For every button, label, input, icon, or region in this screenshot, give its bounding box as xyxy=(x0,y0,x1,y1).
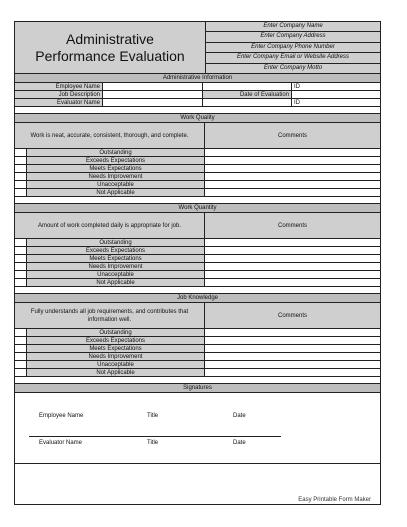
comment-field[interactable] xyxy=(205,173,380,180)
evaluator-name-field[interactable] xyxy=(103,99,203,106)
option-label: Needs Improvement xyxy=(27,353,205,360)
comments-header: Comments xyxy=(205,123,380,148)
signatures-block xyxy=(15,393,380,464)
signatures-title: Signatures xyxy=(15,384,380,393)
section-title-work-quality: Work Quality xyxy=(15,114,380,123)
option-row xyxy=(15,361,380,369)
comment-field[interactable] xyxy=(205,239,380,246)
question-row xyxy=(15,123,380,149)
date-of-evaluation-field[interactable] xyxy=(292,91,380,98)
option-row xyxy=(15,247,380,255)
comment-field[interactable] xyxy=(205,165,380,172)
rating-checkbox[interactable] xyxy=(15,337,27,344)
spacer xyxy=(15,197,380,204)
rating-checkbox[interactable] xyxy=(15,189,27,196)
option-label: Not Applicable xyxy=(27,369,205,376)
option-row xyxy=(15,189,380,197)
comment-field[interactable] xyxy=(205,369,380,376)
company-name-field[interactable]: Enter Company Name xyxy=(206,22,380,32)
option-row xyxy=(15,181,380,189)
employee-date-label: Date xyxy=(233,413,246,419)
option-row xyxy=(15,345,380,353)
company-email-field[interactable]: Enter Company Email or Website Address xyxy=(206,53,380,63)
evaluator-signature-line[interactable] xyxy=(29,436,281,437)
option-label: Needs Improvement xyxy=(27,173,205,180)
rating-checkbox[interactable] xyxy=(15,239,27,246)
comments-header: Comments xyxy=(205,303,380,328)
option-row xyxy=(15,271,380,279)
title-line-1: Administrative xyxy=(66,30,154,47)
admin-row-evaluator xyxy=(15,99,380,107)
admin-section-title: Administrative Information xyxy=(15,74,380,83)
option-label: Exceeds Expectations xyxy=(27,157,205,164)
company-phone-field[interactable]: Enter Company Phone Number xyxy=(206,43,380,53)
comment-field[interactable] xyxy=(205,255,380,262)
option-row xyxy=(15,337,380,345)
comment-field[interactable] xyxy=(205,329,380,336)
comment-field[interactable] xyxy=(205,181,380,188)
company-info xyxy=(206,22,380,73)
comment-field[interactable] xyxy=(205,271,380,278)
spacer xyxy=(15,377,380,384)
comment-field[interactable] xyxy=(205,361,380,368)
footer-credit: Easy Printable Form Maker xyxy=(298,497,371,503)
option-label: Unacceptable xyxy=(27,181,205,188)
rating-checkbox[interactable] xyxy=(15,173,27,180)
section-title-job-knowledge: Job Knowledge xyxy=(15,294,380,303)
company-motto-field[interactable]: Enter Company Motto xyxy=(206,64,380,73)
option-label: Not Applicable xyxy=(27,189,205,196)
employee-id-field[interactable]: ID xyxy=(294,84,300,90)
comment-field[interactable] xyxy=(205,279,380,286)
question-row xyxy=(15,213,380,239)
option-row xyxy=(15,353,380,361)
rating-checkbox[interactable] xyxy=(15,271,27,278)
form-header xyxy=(15,22,380,74)
rating-checkbox[interactable] xyxy=(15,165,27,172)
option-label: Needs Improvement xyxy=(27,263,205,270)
spacer xyxy=(15,287,380,294)
spacer xyxy=(15,107,380,114)
option-row xyxy=(15,255,380,263)
option-row xyxy=(15,369,380,377)
evaluator-spacer xyxy=(203,99,292,106)
option-label: Unacceptable xyxy=(27,271,205,278)
employee-name-label: Employee Name xyxy=(15,83,103,90)
rating-checkbox[interactable] xyxy=(15,345,27,352)
job-description-label: Job Description xyxy=(15,91,103,98)
rating-checkbox[interactable] xyxy=(15,263,27,270)
evaluator-name-label: Evaluator Name xyxy=(15,99,103,106)
employee-spacer xyxy=(203,83,292,90)
option-label: Meets Expectations xyxy=(27,255,205,262)
question-text: Amount of work completed daily is appropriate for job. xyxy=(15,213,205,238)
title-line-2: Performance Evaluation xyxy=(35,47,185,64)
comment-field[interactable] xyxy=(205,353,380,360)
admin-row-employee xyxy=(15,83,380,91)
question-text: Fully understands all job requirements, and contributes that information well. xyxy=(15,303,205,328)
form-title xyxy=(15,22,206,73)
rating-checkbox[interactable] xyxy=(15,157,27,164)
question-text: Work is neat, accurate, consistent, thorough, and complete. xyxy=(15,123,205,148)
rating-checkbox[interactable] xyxy=(15,369,27,376)
employee-name-field[interactable] xyxy=(103,83,203,90)
option-row xyxy=(15,173,380,181)
option-row xyxy=(15,165,380,173)
evaluator-name-label: Evaluator Name xyxy=(39,440,83,446)
comment-field[interactable] xyxy=(205,247,380,254)
option-label: Not Applicable xyxy=(27,279,205,286)
rating-checkbox[interactable] xyxy=(15,329,27,336)
job-description-field[interactable] xyxy=(103,91,203,98)
rating-checkbox[interactable] xyxy=(15,181,27,188)
option-label: Outstanding xyxy=(27,239,205,246)
admin-row-job xyxy=(15,91,380,99)
date-of-evaluation-label: Date of Evaluation xyxy=(203,91,292,98)
option-label: Meets Expectations xyxy=(27,345,205,352)
comment-field[interactable] xyxy=(205,345,380,352)
employee-title-label: Title xyxy=(147,413,159,419)
rating-checkbox[interactable] xyxy=(15,361,27,368)
option-label: Exceeds Expectations xyxy=(27,247,205,254)
comment-field[interactable] xyxy=(205,189,380,196)
option-row xyxy=(15,329,380,337)
comment-field[interactable] xyxy=(205,157,380,164)
rating-checkbox[interactable] xyxy=(15,353,27,360)
evaluator-date-label: Date xyxy=(233,440,246,446)
comment-field[interactable] xyxy=(205,149,380,156)
option-row xyxy=(15,157,380,165)
comments-header: Comments xyxy=(205,213,380,238)
evaluation-form xyxy=(14,21,381,505)
evaluator-id-field[interactable]: ID xyxy=(294,100,300,106)
section-title-work-quantity: Work Quantity xyxy=(15,204,380,213)
comment-field[interactable] xyxy=(205,337,380,344)
comment-field[interactable] xyxy=(205,263,380,270)
employee-name-label: Employee Name xyxy=(39,413,84,419)
option-label: Meets Expectations xyxy=(27,165,205,172)
rating-checkbox[interactable] xyxy=(15,279,27,286)
rating-checkbox[interactable] xyxy=(15,255,27,262)
question-row xyxy=(15,303,380,329)
option-row xyxy=(15,149,380,157)
option-label: Outstanding xyxy=(27,329,205,336)
option-row xyxy=(15,239,380,247)
option-row xyxy=(15,263,380,271)
option-label: Exceeds Expectations xyxy=(27,337,205,344)
option-row xyxy=(15,279,380,287)
option-label: Outstanding xyxy=(27,149,205,156)
rating-checkbox[interactable] xyxy=(15,247,27,254)
evaluator-title-label: Title xyxy=(147,440,159,446)
company-address-field[interactable]: Enter Company Address xyxy=(206,32,380,42)
option-label: Unacceptable xyxy=(27,361,205,368)
rating-checkbox[interactable] xyxy=(15,149,27,156)
